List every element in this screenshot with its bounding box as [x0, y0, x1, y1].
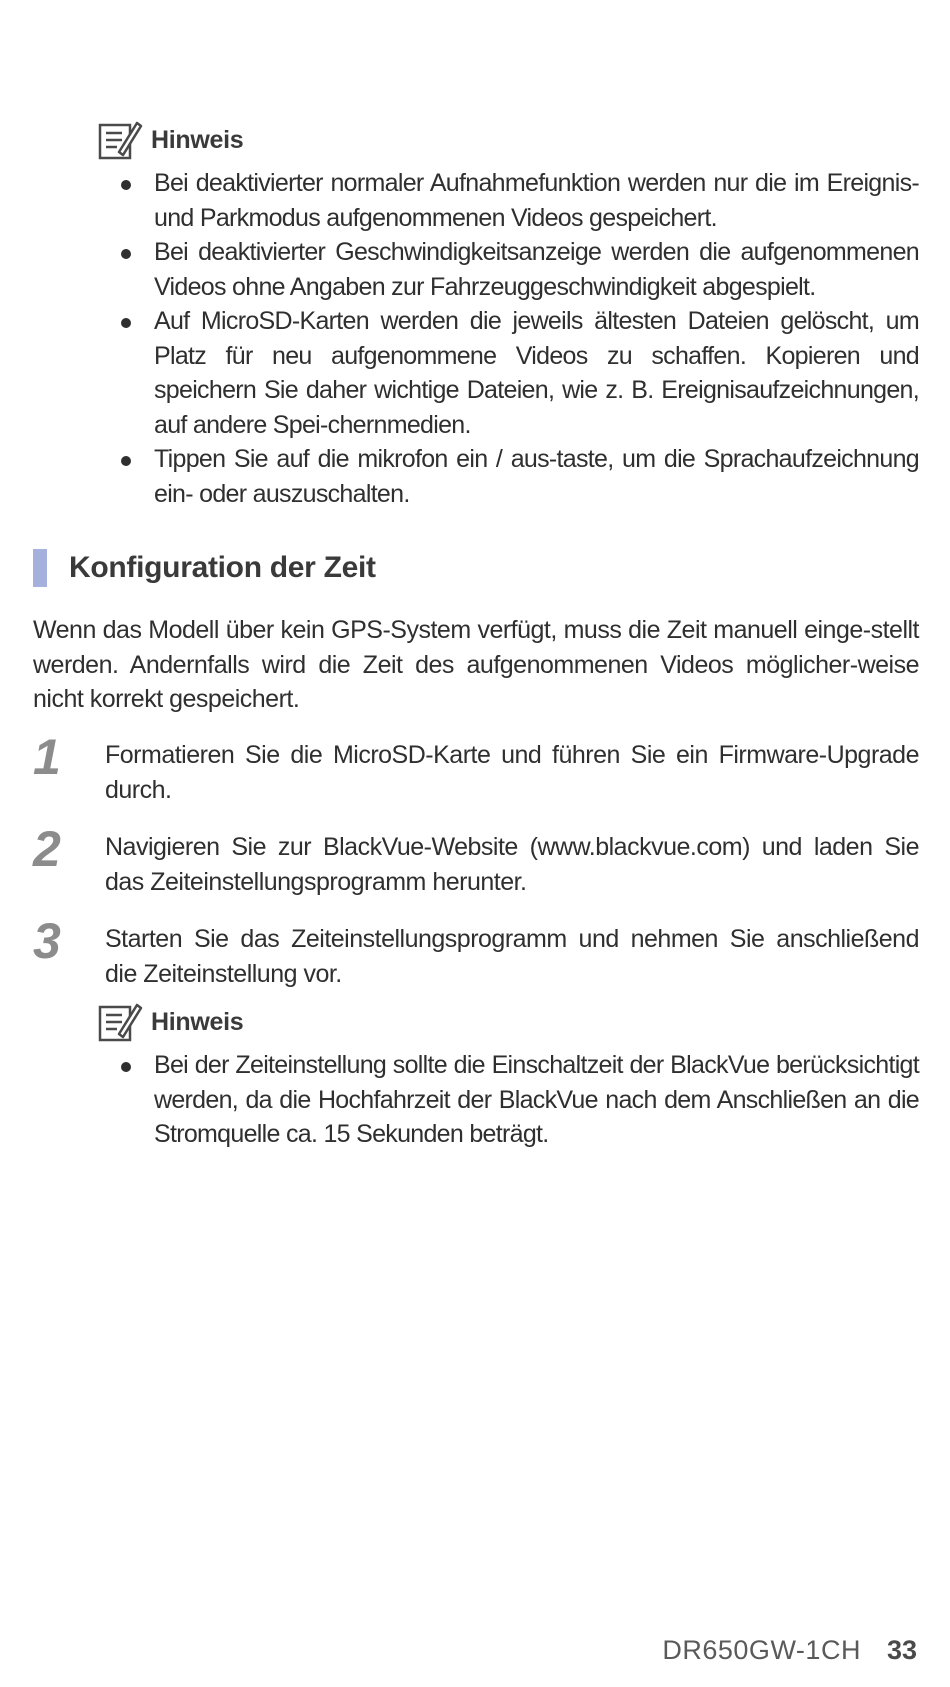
bullet-icon — [121, 456, 131, 466]
bullet-icon — [121, 318, 131, 328]
note-item — [97, 166, 919, 235]
note-block-recording — [97, 118, 919, 511]
section-accent-bar — [33, 549, 47, 587]
note-list — [97, 166, 919, 511]
note-item-text: Bei der Zeiteinstellung sollte die Einschaltzeit der BlackVue berücksichtigt werden, da die Hochfahrzeit der BlackVue nach dem Anschließen an die Stromquelle ca. 15 Sekunden beträgt. — [154, 1051, 919, 1148]
step-number: 3 — [33, 913, 61, 969]
note-list — [97, 1048, 919, 1152]
note-block-time — [97, 1000, 919, 1152]
step-text: Formatieren Sie die MicroSD-Karte und führen Sie ein Firmware-Upgrade durch. — [105, 741, 919, 804]
bullet-icon — [121, 249, 131, 259]
section-intro: Wenn das Modell über kein GPS-System verfügt, muss die Zeit manuell einge-stellt werden. Andernfalls wird die Zeit des aufgenommenen Videos möglicher-weise nicht korrekt gespeichert. — [33, 616, 919, 713]
bullet-icon — [121, 1062, 131, 1072]
page-number: 33 — [886, 1635, 917, 1665]
note-header — [97, 1000, 919, 1044]
note-item — [97, 304, 919, 442]
note-header — [97, 118, 919, 162]
section-heading — [33, 548, 376, 588]
step-text: Navigieren Sie zur BlackVue-Website (www.blackvue.com) und laden Sie das Zeiteinstellungsprogramm herunter. — [105, 833, 919, 896]
note-item-text: Bei deaktivierter Geschwindigkeitsanzeige werden die aufgenommenen Videos ohne Angaben zur Fahrzeuggeschwindigkeit abgespielt. — [154, 238, 919, 301]
step-number: 2 — [33, 821, 61, 877]
note-item-text: Auf MicroSD-Karten werden die jeweils ältesten Dateien gelöscht, um Platz für neu aufgenommene Videos zu schaffen. Kopieren und speichern Sie daher wichtige Dateien, wie z. B. Ereignisaufzeichnungen, auf andere Spei-chernmedien. — [154, 307, 919, 439]
step-2 — [33, 821, 919, 899]
note-item — [97, 442, 919, 511]
note-item — [97, 235, 919, 304]
step-1 — [33, 729, 919, 807]
note-edit-icon — [97, 1001, 143, 1043]
note-title: Hinweis — [151, 1007, 244, 1036]
note-item — [97, 1048, 919, 1152]
note-edit-icon — [97, 119, 143, 161]
page-footer — [662, 1635, 917, 1666]
model-name: DR650GW-1CH — [662, 1635, 861, 1665]
note-title: Hinweis — [151, 125, 244, 154]
note-item-text: Tippen Sie auf die mikrofon ein / aus-taste, um die Sprachaufzeichnung ein- oder auszuschalten. — [154, 445, 919, 508]
step-3 — [33, 913, 919, 991]
note-item-text: Bei deaktivierter normaler Aufnahmefunktion werden nur die im Ereignis- und Parkmodus aufgenommenen Videos gespeichert. — [154, 169, 919, 232]
section-title: Konfiguration der Zeit — [69, 551, 376, 584]
step-text: Starten Sie das Zeiteinstellungsprogramm und nehmen Sie anschließend die Zeiteinstellung vor. — [105, 925, 919, 988]
step-number: 1 — [33, 729, 61, 785]
bullet-icon — [121, 180, 131, 190]
